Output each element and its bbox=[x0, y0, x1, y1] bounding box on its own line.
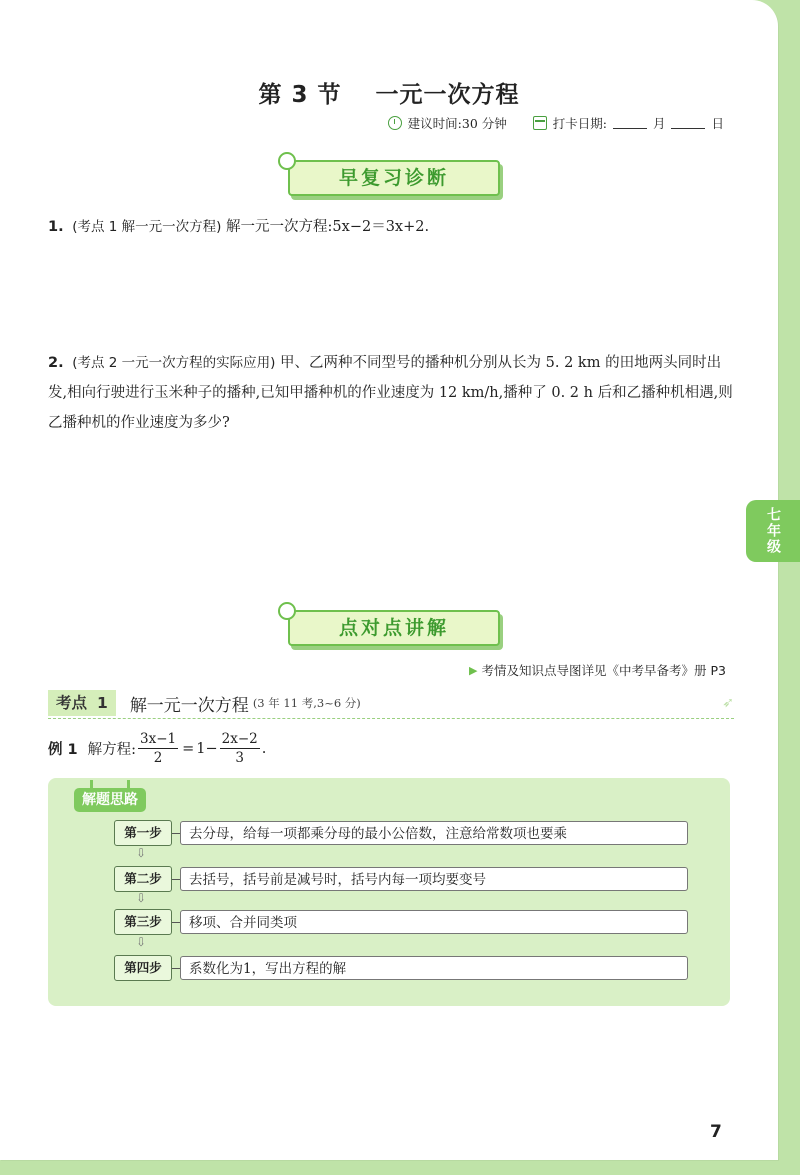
hook-icon bbox=[278, 602, 296, 620]
study-meta bbox=[388, 114, 724, 132]
question-1 bbox=[48, 212, 738, 242]
triangle-arrow-icon: ▶ bbox=[469, 663, 478, 677]
suggest-time: 建议时间:30 分钟 bbox=[407, 116, 507, 131]
example-prefix: 解方程: bbox=[87, 742, 137, 758]
thinking-label: 解题思路 bbox=[74, 788, 146, 812]
one-minus: 1− bbox=[196, 740, 218, 757]
fraction-denominator: 3 bbox=[235, 750, 245, 766]
day-label: 日 bbox=[711, 116, 724, 131]
day-blank[interactable] bbox=[671, 118, 705, 129]
explain-banner bbox=[288, 610, 500, 646]
reference-text: 考情及知识点导图详见《中考早备考》册 bbox=[481, 663, 707, 678]
rocket-icon: ➶ bbox=[722, 695, 734, 711]
reference-note bbox=[469, 661, 726, 679]
month-blank[interactable] bbox=[613, 118, 647, 129]
example-1 bbox=[48, 730, 266, 767]
checkin-label: 打卡日期: bbox=[552, 116, 607, 131]
review-banner bbox=[288, 160, 500, 196]
step-2 bbox=[114, 866, 688, 892]
kaodian-stats: (3 年 11 考,3~6 分) bbox=[252, 696, 361, 710]
reference-page: P3 bbox=[710, 662, 726, 678]
fraction-denominator: 2 bbox=[153, 750, 163, 766]
equals-sign: = bbox=[182, 740, 195, 757]
step-description: 系数化为1，写出方程的解 bbox=[180, 956, 688, 980]
question-2 bbox=[48, 348, 738, 438]
kaodian-label-box bbox=[48, 690, 116, 716]
step-4 bbox=[114, 955, 688, 981]
section-name: 一元一次方程 bbox=[375, 82, 520, 108]
step-description: 去括号，括号前是减号时，括号内每一项均要变号 bbox=[180, 867, 688, 891]
fraction-1 bbox=[138, 730, 178, 767]
step-label: 第四步 bbox=[114, 955, 172, 981]
section-title bbox=[0, 76, 778, 109]
explain-banner-text: 点对点讲解 bbox=[338, 617, 449, 639]
fraction-2 bbox=[220, 730, 260, 767]
hook-icon bbox=[278, 152, 296, 170]
question-number: 1. bbox=[48, 219, 64, 235]
down-arrow-icon: ⇩ bbox=[136, 935, 147, 949]
question-text: 甲、乙两种不同型号的播种机分别从长为 5. 2 km 的田地两头同时出发,相向行驶进行玉米种子的播种,已知甲播种机的作业速度为 12 km/h,播种了 0. 2 h 后和乙播种机相遇,则乙播种机的作业速度为多少? bbox=[48, 355, 733, 431]
month-label: 月 bbox=[652, 116, 666, 131]
question-tag: (考点 2 一元一次方程的实际应用) bbox=[72, 355, 276, 371]
down-arrow-icon: ⇩ bbox=[136, 846, 147, 860]
question-text: 解一元一次方程:5x−2＝3x+2. bbox=[226, 219, 430, 235]
clock-icon bbox=[388, 116, 402, 130]
kaodian-title: 解一元一次方程 bbox=[129, 695, 249, 716]
grade-side-tab[interactable]: 七年级 bbox=[746, 500, 800, 562]
kaodian-number: 1 bbox=[97, 694, 108, 712]
fraction-numerator: 2x−2 bbox=[221, 731, 258, 747]
down-arrow-icon: ⇩ bbox=[136, 891, 147, 905]
review-banner-text: 早复习诊断 bbox=[338, 167, 449, 189]
kaodian-label: 考点 bbox=[56, 694, 88, 712]
kaodian-header bbox=[48, 688, 734, 719]
step-label: 第二步 bbox=[114, 866, 172, 892]
question-tag: (考点 1 解一元一次方程) bbox=[72, 219, 222, 235]
step-3 bbox=[114, 909, 688, 935]
solution-thinking-box bbox=[48, 778, 730, 1006]
example-label: 例 1 bbox=[48, 742, 78, 758]
section-number: 第 3 节 bbox=[258, 82, 342, 108]
step-label: 第一步 bbox=[114, 820, 172, 846]
calendar-icon bbox=[533, 116, 547, 130]
question-number: 2. bbox=[48, 355, 64, 371]
page-number: 7 bbox=[710, 1122, 722, 1142]
step-description: 移项、合并同类项 bbox=[180, 910, 688, 934]
step-label: 第三步 bbox=[114, 909, 172, 935]
example-end: . bbox=[261, 740, 267, 757]
step-description: 去分母，给每一项都乘分母的最小公倍数，注意给常数项也要乘 bbox=[180, 821, 688, 845]
fraction-numerator: 3x−1 bbox=[140, 731, 177, 747]
step-1 bbox=[114, 820, 688, 846]
